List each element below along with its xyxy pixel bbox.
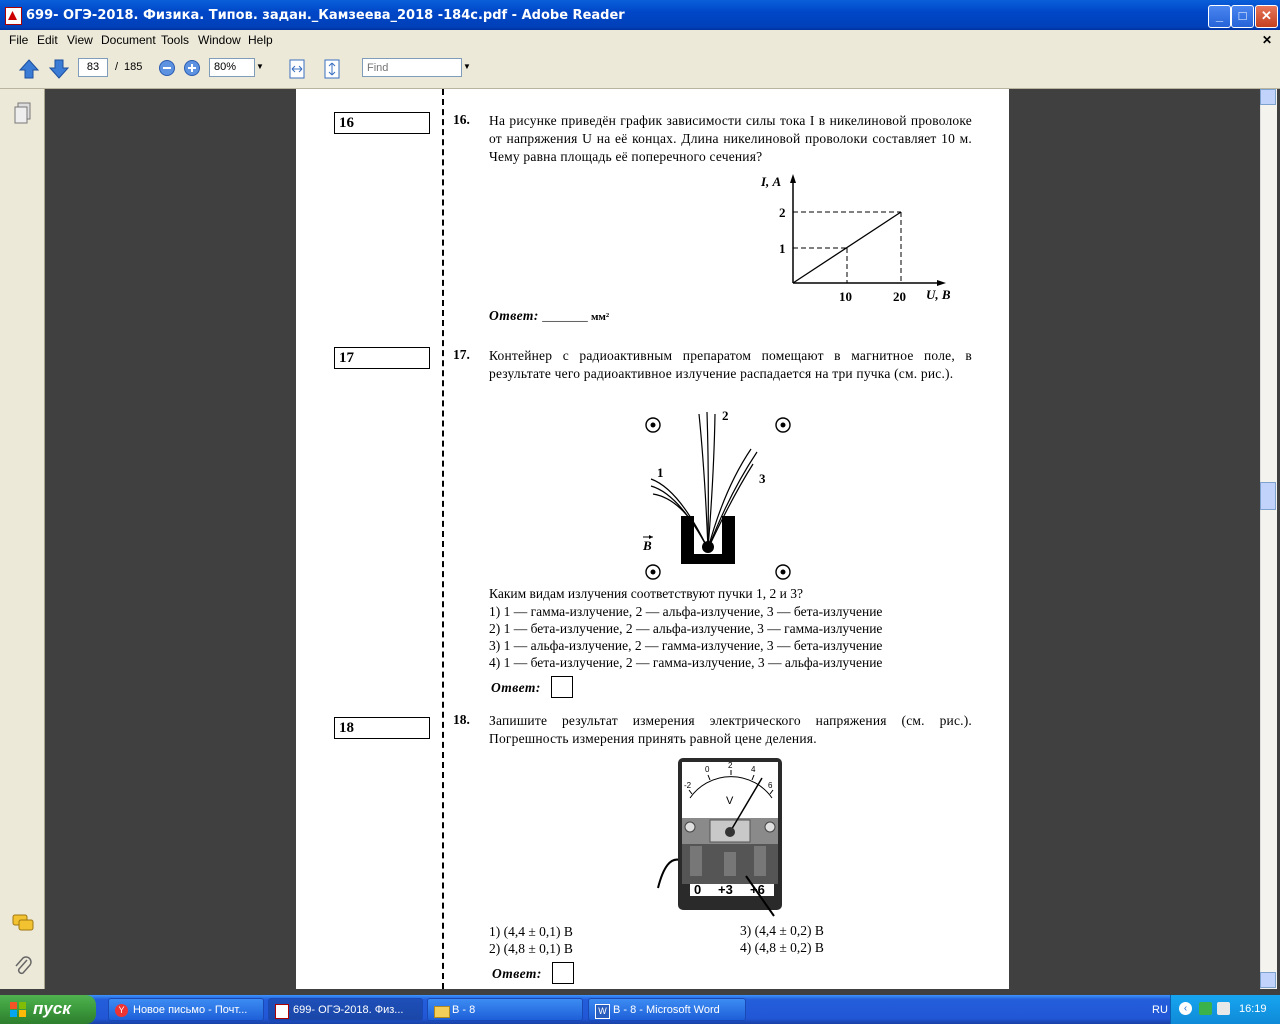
comments-icon[interactable]: [11, 912, 35, 934]
menu-help[interactable]: Help: [248, 33, 273, 47]
zoom-in-icon[interactable]: [183, 59, 201, 77]
fit-page-icon[interactable]: [322, 58, 342, 80]
start-label: пуск: [33, 999, 71, 1018]
meter-unit: V: [726, 795, 734, 807]
fit-width-icon[interactable]: [287, 58, 307, 80]
answer-unit-16: мм²: [590, 311, 610, 323]
scroll-thumb[interactable]: [1260, 482, 1276, 510]
option-17-2: 2) 1 — бета-излучение, 2 — альфа-излучение, 3 — гамма-излучение: [489, 621, 883, 636]
close-button[interactable]: ✕: [1255, 5, 1278, 28]
word-icon: W: [595, 1004, 610, 1019]
answer-box-16: 16: [334, 112, 430, 134]
question-number-16: 16.: [453, 112, 470, 127]
next-page-icon[interactable]: [48, 58, 70, 80]
taskbar-item-reader[interactable]: [268, 998, 423, 1021]
taskbar-item-label: В - 8: [452, 1004, 476, 1016]
radiation-figure: [639, 404, 799, 584]
option-18-2: 2) (4,8 ± 0,1) В: [489, 941, 573, 956]
start-button[interactable]: [0, 995, 96, 1024]
question-number-18: 18.: [453, 712, 470, 727]
graph-ytick-1: 1: [779, 241, 786, 256]
beam-label-3: 3: [759, 471, 766, 486]
beam-label-2: 2: [722, 408, 729, 423]
option-18-4: 4) (4,8 ± 0,2) В: [740, 940, 824, 955]
taskbar-item-label: 699- ОГЭ-2018. Физ...: [293, 1004, 404, 1016]
question-text-16: На рисунке приведён график зависимости силы тока I в никелиновой проволоке от напряжения U на её концах. Длина никелиновой проволоки составляет 10 м. Чему равна площадь её поперечного сечения?: [489, 113, 972, 164]
find-dropdown-icon[interactable]: ▼: [463, 62, 471, 71]
pdf-icon: [275, 1004, 289, 1019]
answer-blank-16: _______: [542, 308, 588, 323]
answer-cell-18: [552, 962, 574, 984]
show-hidden-icons-icon[interactable]: ‹: [1179, 1002, 1192, 1015]
question-text-17: Контейнер с радиоактивным препаратом помещают в магнитное поле, в результате чего радиоактивное излучение распадается на три пучка (см. рис.).: [489, 348, 972, 381]
menu-view[interactable]: View: [67, 33, 93, 47]
terminal-plus6: +6: [750, 882, 765, 897]
option-18-1: 1) (4,4 ± 0,1) В: [489, 924, 573, 939]
question-text-18: Запишите результат измерения электрического напряжения (см. рис.). Погрешность измерения принять равной цене деления.: [489, 713, 972, 746]
zoom-input[interactable]: 80%: [209, 58, 255, 77]
taskbar-item-folder[interactable]: [427, 998, 583, 1021]
answer-label-18: Ответ:: [492, 966, 542, 981]
scale-4: 4: [751, 765, 756, 774]
answer-box-17: 17: [334, 347, 430, 369]
terminal-plus3: +3: [718, 882, 733, 897]
current-voltage-graph: [751, 171, 971, 311]
pages-icon[interactable]: [13, 101, 33, 125]
scale-minus2: -2: [684, 781, 692, 790]
menu-edit[interactable]: Edit: [37, 33, 58, 47]
option-17-4: 4) 1 — бета-излучение, 2 — гамма-излучение, 3 — альфа-излучение: [489, 655, 883, 670]
taskbar-item-label: Новое письмо - Почт...: [133, 1004, 248, 1016]
question-17-prompt: Каким видам излучения соответствуют пучки 1, 2 и 3?: [489, 586, 803, 601]
graph-xlabel: U, В: [926, 287, 951, 302]
answer-label-17: Ответ:: [491, 680, 541, 695]
language-indicator[interactable]: RU: [1152, 1004, 1168, 1016]
taskbar-item-label: В - 8 - Microsoft Word: [613, 1004, 720, 1016]
windows-logo-icon: [9, 1001, 27, 1018]
scale-6: 6: [768, 781, 773, 790]
zoom-out-icon[interactable]: [158, 59, 176, 77]
minimize-button[interactable]: _: [1208, 5, 1231, 28]
graph-xtick-10: 10: [839, 289, 852, 304]
option-17-1: 1) 1 — гамма-излучение, 2 — альфа-излучение, 3 — бета-излучение: [489, 604, 883, 619]
previous-page-icon[interactable]: [18, 58, 40, 80]
terminal-0: 0: [694, 882, 702, 897]
adobe-reader-icon: [5, 7, 22, 25]
network-icon[interactable]: [1199, 1002, 1212, 1015]
document-close-icon[interactable]: ✕: [1262, 33, 1273, 47]
beam-label-1: 1: [657, 465, 664, 480]
margin-dashed-line: [442, 89, 444, 989]
answer-label-16: Ответ:: [489, 308, 539, 323]
answer-cell-17: [551, 676, 573, 698]
folder-icon: [434, 1006, 450, 1018]
maximize-button[interactable]: □: [1231, 5, 1254, 28]
field-label: B: [643, 538, 652, 553]
clock: 16:19: [1239, 1003, 1267, 1015]
scale-2: 2: [728, 761, 733, 770]
page-number-input[interactable]: 83: [78, 58, 108, 77]
menu-document[interactable]: Document: [101, 33, 156, 47]
scale-0: 0: [705, 765, 710, 774]
system-tray: [1170, 995, 1280, 1024]
voltmeter-figure: [656, 756, 786, 922]
scroll-down-button[interactable]: [1260, 972, 1276, 988]
menu-file[interactable]: File: [9, 33, 29, 47]
graph-ylabel: I, А: [761, 174, 782, 189]
graph-ytick-2: 2: [779, 205, 786, 220]
question-number-17: 17.: [453, 347, 470, 362]
graph-xtick-20: 20: [893, 289, 906, 304]
window-title: 699- ОГЭ-2018. Физика. Типов. задан._Камзеева_2018 -184с.pdf - Adobe Reader: [26, 8, 625, 23]
scroll-up-button[interactable]: [1260, 89, 1276, 105]
answer-box-18: 18: [334, 717, 430, 739]
taskbar-item-mail[interactable]: [108, 998, 264, 1021]
menu-tools[interactable]: Tools: [161, 33, 190, 47]
radiation-beams: [651, 412, 757, 549]
pdf-page: [296, 89, 1009, 989]
title-bar: [0, 0, 1280, 30]
option-18-3: 3) (4,4 ± 0,2) В: [740, 923, 824, 938]
vertical-scrollbar[interactable]: [1260, 89, 1277, 989]
menu-bar: [0, 30, 1280, 49]
yandex-icon: Y: [115, 1004, 128, 1017]
option-17-3: 3) 1 — альфа-излучение, 2 — гамма-излучение, 3 — бета-излучение: [489, 638, 883, 653]
navigation-panel: [0, 89, 45, 989]
menu-window[interactable]: Window: [198, 33, 241, 47]
taskbar-item-word[interactable]: [588, 998, 746, 1021]
volume-icon[interactable]: [1217, 1002, 1230, 1015]
page-total: 185: [124, 61, 143, 73]
page-separator: /: [115, 61, 119, 73]
attachments-icon[interactable]: [12, 954, 34, 978]
zoom-dropdown-icon[interactable]: ▼: [256, 62, 264, 71]
find-input[interactable]: [362, 58, 462, 77]
